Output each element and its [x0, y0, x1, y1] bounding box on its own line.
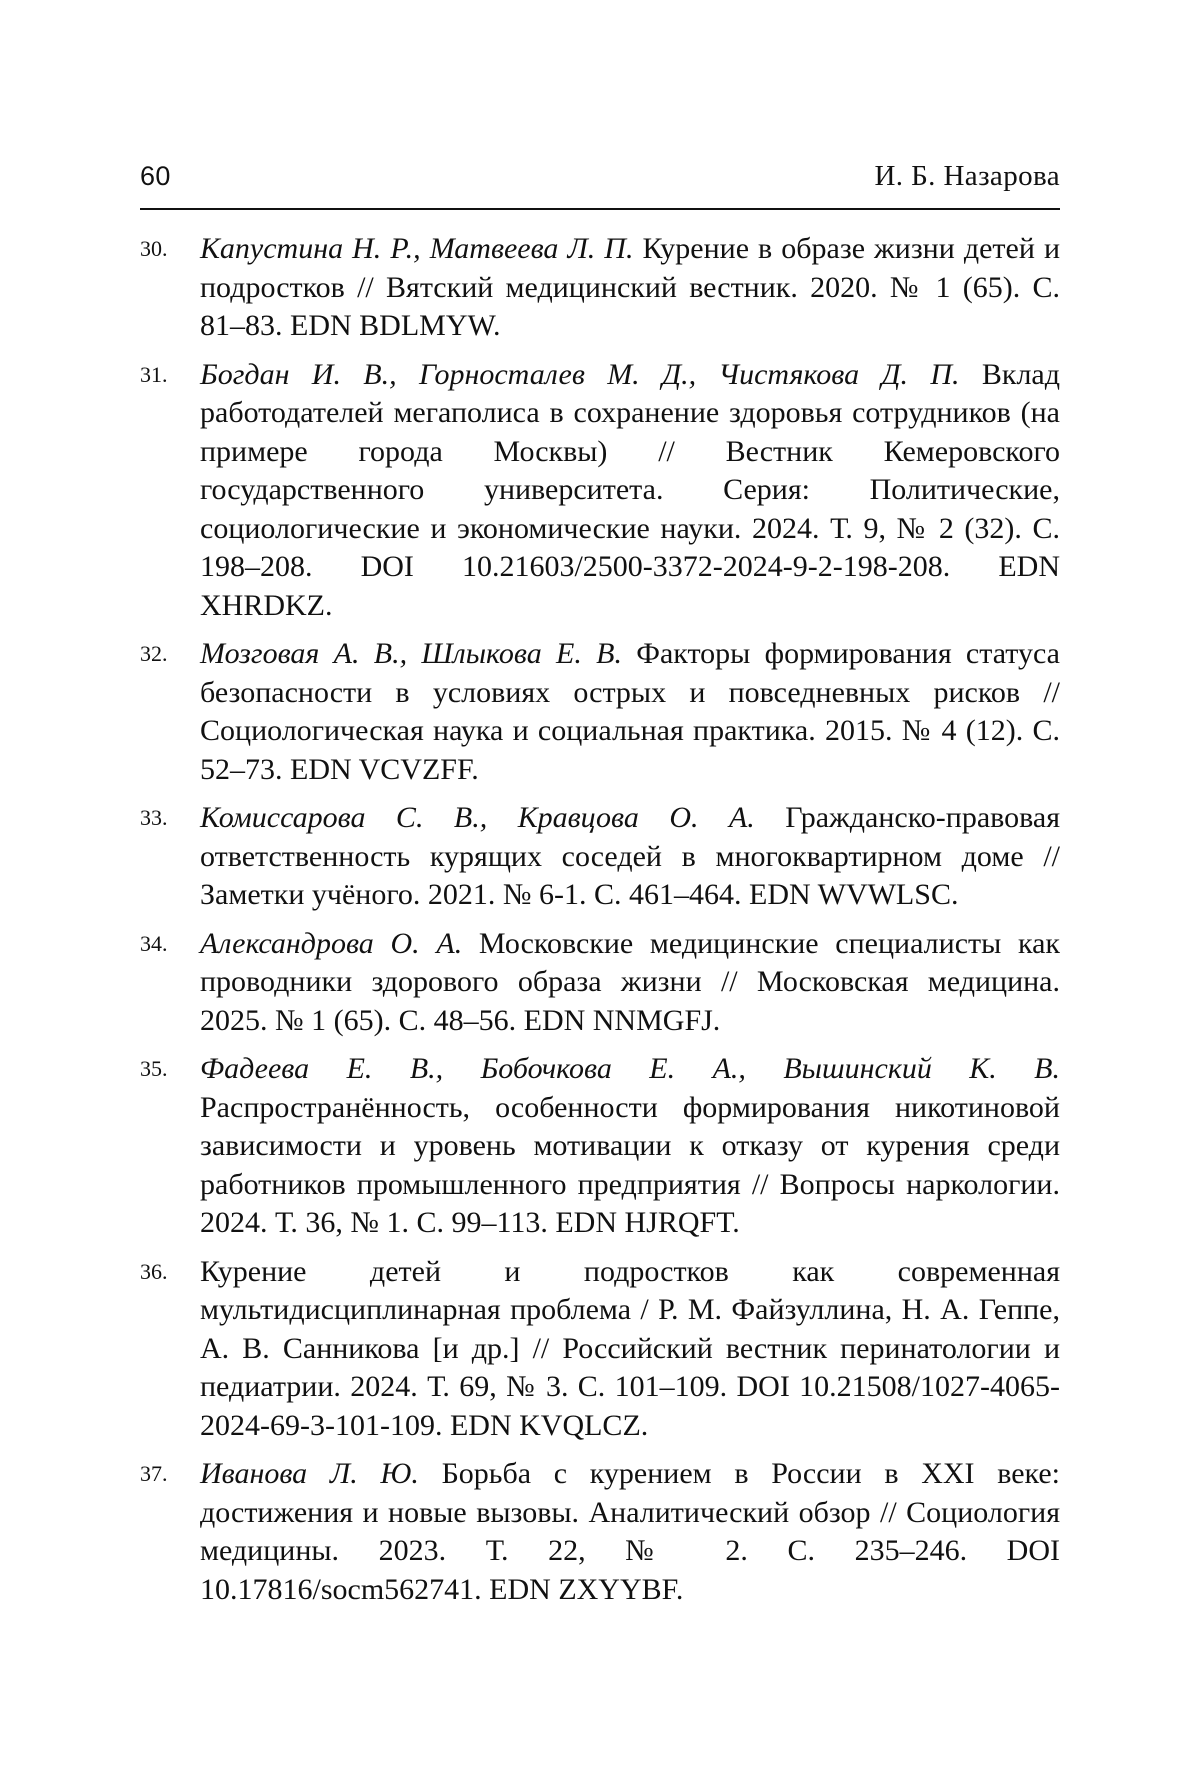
- reference-item: [140, 925, 1060, 1041]
- reference-text: Курение в образе жизни детей и подростков // Вятский медицинский вестник. 2020. № 1 (65). С. 81–83. EDN BDLMYW.: [200, 232, 1060, 342]
- page-number: 60: [140, 161, 171, 191]
- reference-number: 37.: [140, 1461, 168, 1486]
- reference-number: 35.: [140, 1056, 168, 1081]
- reference-authors: Капустина Н. Р., Матвеева Л. П.: [200, 232, 634, 265]
- reference-number: 32.: [140, 641, 168, 666]
- reference-text: Московские медицинские специалисты как проводники здорового образа жизни // Московская медицина. 2025. № 1 (65). С. 48–56. EDN NNMGFJ.: [200, 926, 1061, 1037]
- reference-list: [140, 230, 1060, 1609]
- book-page: [140, 160, 1060, 1619]
- reference-number: 30.: [140, 236, 168, 261]
- reference-authors: Александрова О. А.: [200, 926, 463, 960]
- reference-text: Борьба с курением в России в XXI веке: достижения и новые вызовы. Аналитический обзор // Социология медицины. 2023. Т. 22, № 2. С. 235–246. DOI 10.17816/socm562741. EDN ZXYYBF.: [200, 1457, 1060, 1606]
- reference-text: Факторы формирования статуса безопасности в условиях острых и повседневных рисков // Социологическая наука и социальная практика. 2015. № 4 (12). С. 52–73. EDN VCVZFF.: [200, 637, 1060, 786]
- reference-item: [140, 1455, 1060, 1609]
- reference-text: Гражданско-правовая ответственность курящих соседей в многоквартирном доме // Заметки учёного. 2021. № 6-1. С. 461–464. EDN WVWLSC.: [200, 801, 1060, 911]
- reference-authors: Богдан И. В., Горносталев М. Д., Чистякова Д. П.: [200, 357, 960, 391]
- reference-item: [140, 799, 1060, 915]
- reference-item: [140, 1050, 1060, 1243]
- reference-number: 33.: [140, 805, 168, 830]
- reference-authors: Мозговая А. В., Шлыкова Е. В.: [200, 637, 622, 670]
- reference-number: 31.: [140, 361, 168, 387]
- reference-item: [140, 356, 1060, 626]
- running-head-author: И. Б. Назарова: [874, 160, 1060, 192]
- reference-item: [140, 230, 1060, 346]
- page-header: [140, 160, 1060, 210]
- reference-number: 34.: [140, 930, 168, 956]
- reference-number: 36.: [140, 1258, 168, 1284]
- reference-text: Распространённость, особенности формирования никотиновой зависимости и уровень мотивации к отказу от курения среди работников промышленного предприятия // Вопросы наркологии. 2024. Т. 36, № 1. С. 99–113. EDN HJRQFT.: [200, 1090, 1060, 1239]
- reference-text: Вклад работодателей мегаполиса в сохранение здоровья сотрудников (на примере города Москвы) // Вестник Кемеровского государственного университета. Серия: Политические, социологические и экономические науки. 2024. Т. 9, № 2 (32). С. 198–208. DOI 10.21603/2500-3372-2024-9-2-198-208. EDN XHRDKZ.: [200, 357, 1060, 622]
- reference-authors: Комиссарова С. В., Кравцова О. А.: [200, 801, 755, 834]
- reference-authors: Иванова Л. Ю.: [200, 1457, 419, 1490]
- reference-text: Курение детей и подростков как современная мультидисциплинарная проблема / Р. М. Файзуллина, Н. А. Геппе, А. В. Санникова [и др.] // Российский вестник перинатологии и педиатрии. 2024. Т. 69, № 3. С. 101–109. DOI 10.21508/1027-4065-2024-69-3-101-109. EDN KVQLCZ.: [200, 1254, 1060, 1442]
- reference-item: [140, 1253, 1060, 1446]
- reference-authors: Фадеева Е. В., Бобочкова Е. А., Вышинский К. В.: [200, 1052, 1060, 1085]
- reference-item: [140, 635, 1060, 789]
